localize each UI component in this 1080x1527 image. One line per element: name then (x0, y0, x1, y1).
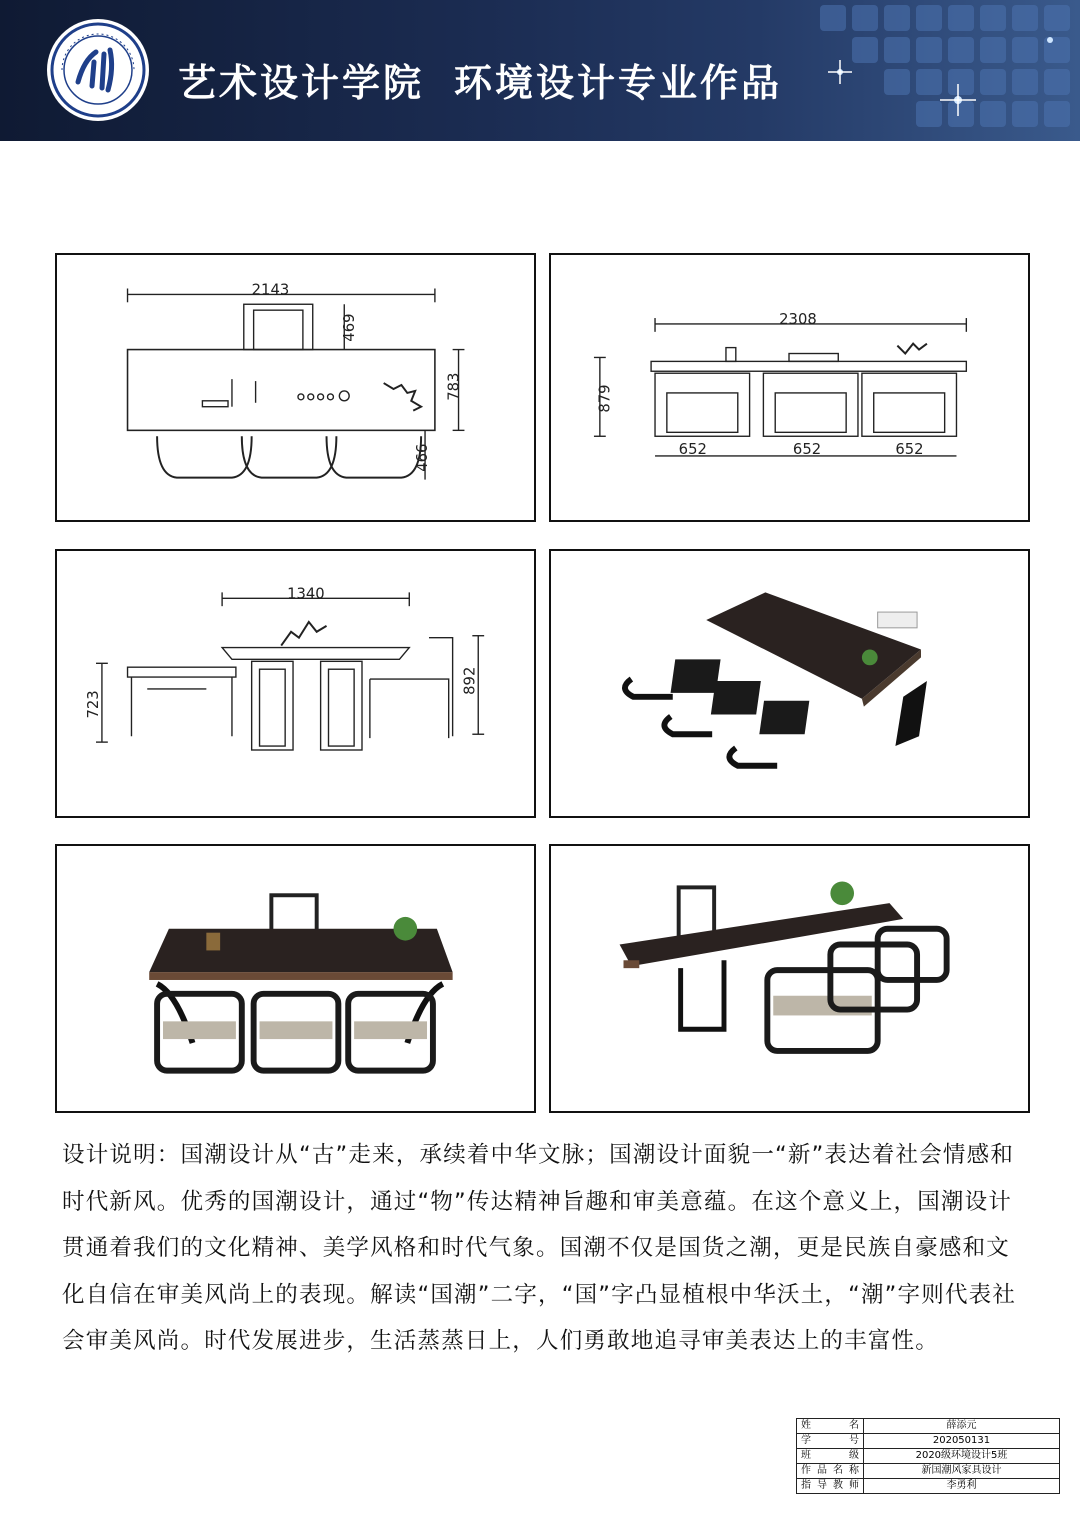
info-row-class (797, 1449, 1060, 1464)
front-view-drawing (549, 253, 1030, 522)
top-view-drawing (55, 253, 536, 522)
render-perspective-view (549, 844, 1030, 1113)
dim-seat-2: 652 (792, 440, 822, 458)
dim-chair-top: 469 (341, 313, 359, 342)
info-value: 202050131 (864, 1434, 1060, 1449)
dim-table-height: 723 (84, 690, 102, 719)
dim-chair-height: 892 (461, 666, 479, 695)
info-label: 作品名称 (797, 1464, 864, 1479)
info-label: 班级 (797, 1449, 864, 1464)
side-view-drawing (55, 549, 536, 818)
info-row-advisor (797, 1479, 1060, 1494)
design-description: 设计说明：国潮设计从“古”走来，承续着中华文脉；国潮设计面貌一“新”表达着社会情感和时代新风。优秀的国潮设计，通过“物”传达精神旨趣和审美意蕴。在这个意义上，国潮设计贯通着我们的文化精神、美学风格和时代气象。国潮不仅是国货之潮，更是民族自豪感和文化自信在审美风尚上的表现。解读“国潮”二字，“国”字凸显植根中华沃土，“潮”字则代表社会审美风尚。时代发展进步，生活蒸蒸日上，人们勇敢地追寻审美表达上的丰富性。 (62, 1142, 1017, 1354)
info-row-name (797, 1419, 1060, 1434)
dim-table-depth: 783 (445, 372, 463, 401)
dim-seat-3: 652 (895, 440, 924, 458)
info-value: 李勇利 (864, 1479, 1060, 1494)
major-works-title: 环境设计专业作品 (454, 61, 783, 105)
dim-height: 879 (596, 384, 614, 413)
university-logo (44, 16, 152, 124)
college-name: 艺术设计学院 (178, 61, 425, 105)
dim-width: 2308 (779, 310, 817, 328)
info-row-work-title (797, 1464, 1060, 1479)
dim-width: 1340 (287, 585, 325, 603)
render-aerial-view (549, 549, 1030, 818)
info-label: 指导教师 (797, 1479, 864, 1494)
dim-chair-bottom: 466 (414, 443, 432, 472)
info-value: 薛添元 (864, 1419, 1060, 1434)
header-banner (0, 0, 1080, 141)
page-title (178, 52, 782, 107)
info-row-student-id (797, 1434, 1060, 1449)
dim-seat-1: 652 (678, 440, 707, 458)
student-info-table (796, 1418, 1060, 1494)
info-value: 新国潮风家具设计 (864, 1464, 1060, 1479)
info-label: 学号 (797, 1434, 864, 1449)
info-value: 2020级环境设计5班 (864, 1449, 1060, 1464)
dim-width: 2143 (251, 281, 290, 299)
decorative-tiles (780, 0, 1080, 141)
info-label: 姓名 (797, 1419, 864, 1434)
render-front-view (55, 844, 536, 1113)
